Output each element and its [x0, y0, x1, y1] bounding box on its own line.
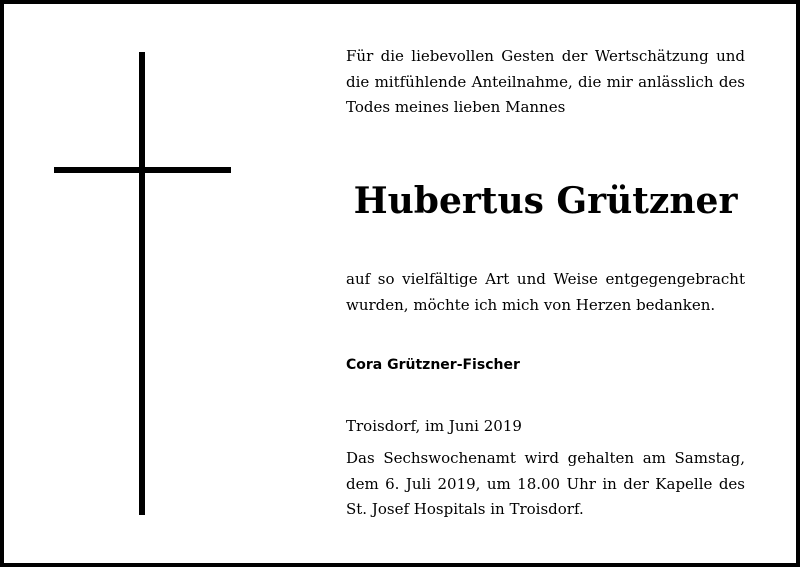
- place-date: Troisdorf, im Juni 2019: [346, 417, 522, 435]
- thanks-text: auf so vielfältige Art und Weise entgegengebracht wurden, möchte ich mich von Herzen bedanken.: [346, 270, 745, 314]
- deceased-name: Hubertus Grützner: [353, 180, 738, 222]
- intro-text: Für die liebevollen Gesten der Wertschätzung und die mitfühlende Anteilnahme, die mir anlässlich des Todes meines lieben Mannes: [346, 47, 745, 116]
- cross-vertical-bar: [139, 52, 145, 515]
- mass-info: Das Sechswochenamt wird gehalten am Samstag, dem 6. Juli 2019, um 18.00 Uhr in der Kapelle des St. Josef Hospitals in Troisdorf.: [346, 449, 745, 518]
- cross-horizontal-bar: [54, 167, 231, 173]
- signature: Cora Grützner-Fischer: [346, 357, 520, 373]
